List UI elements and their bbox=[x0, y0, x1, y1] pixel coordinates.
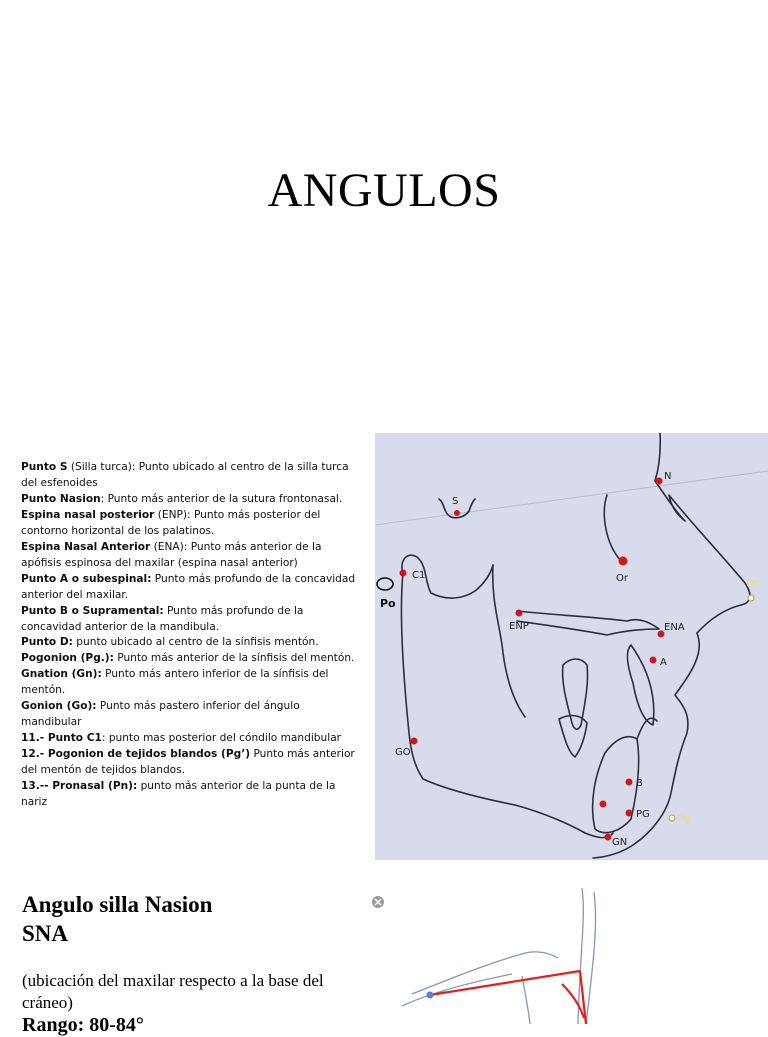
definition-item bbox=[21, 779, 363, 811]
definition-item bbox=[21, 699, 363, 731]
label-pn: Pn' bbox=[746, 578, 761, 589]
angle-arc bbox=[562, 984, 584, 1018]
label-a: A bbox=[660, 657, 667, 668]
label-po: Po bbox=[380, 597, 396, 610]
tracing-svg bbox=[375, 433, 768, 860]
landmark-c1 bbox=[400, 570, 407, 577]
label-or: Or bbox=[616, 573, 628, 584]
definition-term: Gnation (Gn): bbox=[21, 668, 102, 681]
label-n: N bbox=[664, 471, 672, 482]
label-c1: C1 bbox=[412, 570, 426, 581]
definition-term: 11.- Punto C1 bbox=[21, 732, 102, 745]
label-pg-soft: Pg' bbox=[678, 814, 694, 825]
definition-term: Punto D: bbox=[21, 636, 73, 649]
definition-text: Punto más antero inferior de la sínfisis del mentón. bbox=[21, 668, 329, 697]
definition-item bbox=[21, 667, 363, 699]
definition-term: Espina Nasal Anterior bbox=[21, 540, 151, 553]
label-go: GO bbox=[395, 747, 411, 758]
lower-molar bbox=[559, 716, 587, 757]
definition-item bbox=[21, 460, 363, 492]
landmark-gn bbox=[605, 834, 612, 841]
landmark-pn bbox=[748, 595, 754, 601]
definition-text: Punto más anterior de la sínfisis del mentón. bbox=[113, 652, 355, 665]
palate-outline bbox=[517, 611, 659, 635]
symphysis-outline bbox=[593, 737, 639, 833]
definition-item bbox=[21, 508, 363, 540]
definition-item bbox=[21, 731, 363, 747]
sna-heading-line1: Angulo silla Nasion bbox=[22, 892, 213, 917]
sn-line bbox=[375, 471, 768, 525]
landmark-s bbox=[454, 510, 460, 516]
definition-text: Punto más pastero inferior del ángulo mandibular bbox=[21, 700, 300, 729]
definition-text: (Silla turca): Punto ubicado al centro de la silla turca del esfenoides bbox=[21, 461, 349, 489]
profile-line-2 bbox=[586, 892, 596, 1024]
point-s bbox=[427, 992, 434, 999]
sna-description: (ubicación del maxilar respecto a la base del cráneo) bbox=[22, 971, 324, 1012]
sna-diagram-svg bbox=[372, 888, 768, 1024]
landmark-definitions bbox=[21, 460, 363, 811]
landmark-or bbox=[619, 557, 628, 566]
ramus-anterior bbox=[493, 565, 525, 717]
ramus-line bbox=[522, 976, 530, 1024]
definition-text: Punto más profundo de la concavidad anterior de la mandibula. bbox=[21, 604, 304, 633]
definition-term: Pogonion (Pg.): bbox=[21, 652, 114, 665]
definition-item bbox=[21, 572, 363, 604]
orbit-outline bbox=[604, 495, 621, 561]
definition-term: Punto B o Supramental: bbox=[21, 604, 164, 617]
definition-text: (ENA): Punto más anterior de la apófisis espinosa del maxilar (espina nasal anterior) bbox=[21, 540, 322, 569]
landmark-pg bbox=[626, 810, 633, 817]
definition-term: 13.-- Pronasal (Pn): bbox=[21, 780, 138, 793]
definition-item bbox=[21, 747, 363, 779]
landmark-pg-soft bbox=[669, 815, 675, 821]
landmark-n bbox=[656, 478, 663, 485]
definition-item bbox=[21, 635, 363, 651]
definition-term: Gonion (Go): bbox=[21, 700, 97, 713]
label-b: B bbox=[636, 778, 643, 789]
definition-item bbox=[21, 492, 363, 508]
definition-item bbox=[21, 604, 363, 636]
landmark-enp bbox=[516, 610, 523, 617]
definition-item bbox=[21, 540, 363, 572]
label-ena: ENA bbox=[664, 622, 685, 633]
definition-text: Punto más profundo de la concavidad anterior del maxilar. bbox=[21, 572, 356, 601]
sna-range: Rango: 80-84° bbox=[22, 1014, 144, 1036]
definition-term: Punto A o subespinal: bbox=[21, 572, 152, 585]
definition-term: 12.- Pogonion de tejidos blandos (Pg’) bbox=[21, 748, 251, 761]
soft-profile-nose bbox=[655, 433, 750, 633]
skull-base-line bbox=[412, 952, 558, 994]
definition-term: Espina nasal posterior bbox=[21, 508, 155, 521]
definition-text: : punto mas posterior del cóndilo mandibular bbox=[101, 732, 342, 745]
landmark-b bbox=[626, 779, 633, 786]
definition-text: punto ubicado al centro de la sínfisis mentón. bbox=[72, 636, 319, 649]
definition-term: Punto S bbox=[21, 461, 68, 473]
porion-ring bbox=[377, 578, 393, 590]
label-gn: GN bbox=[612, 837, 628, 848]
definition-text: (ENP): Punto más posterior del contorno horizontal de los palatinos. bbox=[21, 508, 321, 537]
label-enp: ENP bbox=[509, 621, 529, 632]
sna-heading bbox=[22, 890, 352, 948]
landmark-d bbox=[600, 801, 607, 808]
definition-text: Punto más anterior del mentón de tejidos blandos. bbox=[21, 748, 355, 777]
cephalometric-tracing bbox=[375, 433, 768, 860]
definition-term: Punto Nasion bbox=[21, 492, 101, 505]
landmark-a bbox=[650, 657, 657, 664]
profile-line-1 bbox=[578, 888, 583, 1024]
landmark-go bbox=[411, 738, 418, 745]
label-s: S bbox=[452, 496, 459, 507]
definition-text: punto más anterior de la punta de la nariz bbox=[21, 780, 336, 809]
definition-item bbox=[21, 651, 363, 667]
sn-angle-line bbox=[430, 971, 580, 995]
upper-incisor bbox=[627, 645, 653, 725]
mandible-lower-border bbox=[401, 573, 613, 838]
sna-heading-line2: SNA bbox=[22, 921, 69, 946]
definition-text: : Punto más anterior de la sutura frontonasal. bbox=[100, 492, 343, 505]
slide-title: ANGULOS bbox=[267, 164, 501, 217]
label-pg: PG bbox=[636, 809, 650, 820]
sna-angle-diagram bbox=[372, 888, 768, 1024]
